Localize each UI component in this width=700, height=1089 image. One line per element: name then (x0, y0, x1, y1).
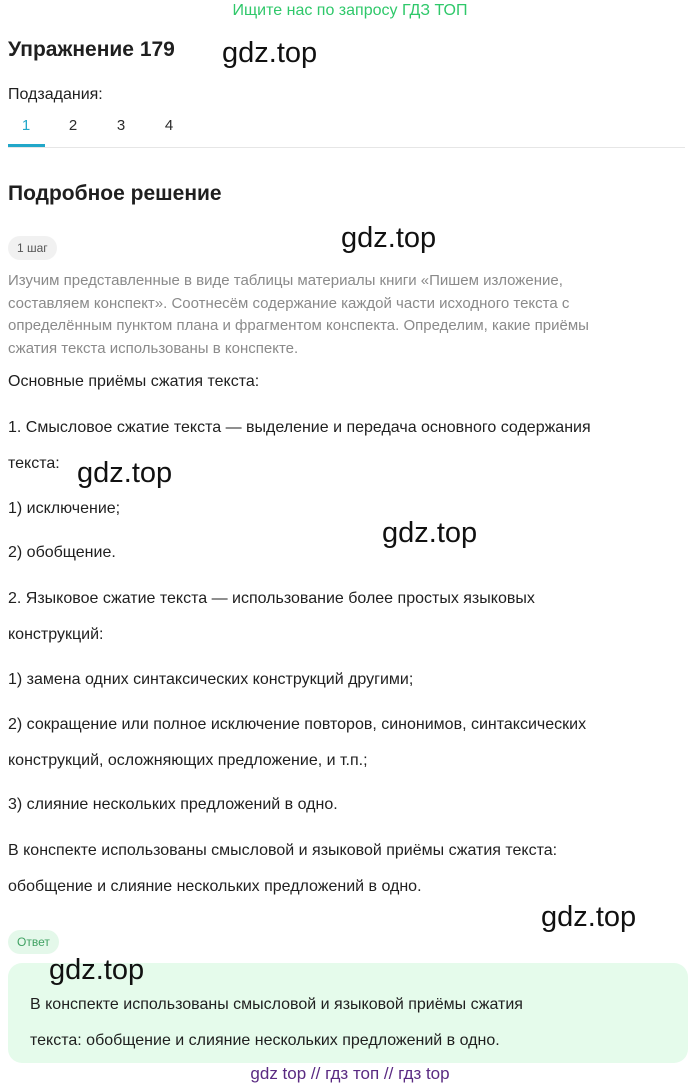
intro-line: сжатия текста использованы в конспекте. (8, 339, 299, 357)
content-line: 1) исключение; (8, 500, 121, 517)
step-badge: 1 шаг (8, 236, 57, 260)
content-line: конструкций, осложняющих предложение, и т.п.; (8, 752, 368, 769)
content-line: 2) сокращение или полное исключение повторов, синонимов, синтаксических (8, 716, 587, 733)
intro-line: составляем конспект». Соотнесём содержание каждой части исходного текста с (8, 294, 570, 312)
content-line: 1) замена одних синтаксических конструкций другими; (8, 671, 414, 688)
subtasks-label: Подзадания: (8, 86, 103, 103)
answer-text (30, 987, 670, 1059)
tab-4[interactable]: 4 (164, 117, 174, 134)
content-line: 2) обобщение. (8, 544, 116, 561)
subtask-tabs (8, 112, 685, 148)
content-line: конструкций: (8, 626, 104, 643)
answer-line: текста: обобщение и слияние нескольких предложений в одно. (30, 1032, 500, 1049)
footer-links: gdz top // гдз топ // гдз top (250, 1064, 450, 1083)
content-line: В конспекте использованы смысловой и языковой приёмы сжатия текста: (8, 842, 558, 859)
intro-paragraph (8, 270, 688, 360)
top-banner: Ищите нас по запросу ГДЗ ТОП (232, 2, 468, 19)
answer-badge: Ответ (8, 930, 59, 954)
watermark: gdz.top (382, 517, 478, 549)
active-tab-indicator (8, 144, 45, 147)
intro-line: Изучим представленные в виде таблицы материалы книги «Пишем изложение, (8, 272, 563, 289)
intro-line: определённым пунктом плана и фрагментом конспекта. Определим, какие приёмы (8, 317, 589, 334)
content-line: 2. Языковое сжатие текста — использование более простых языковых (8, 590, 535, 607)
watermark: gdz.top (341, 222, 437, 254)
answer-line: В конспекте использованы смысловой и языковой приёмы сжатия (30, 996, 523, 1013)
watermark: gdz.top (222, 37, 318, 69)
exercise-title: Упражнение 179 (8, 38, 175, 61)
section-heading: Подробное решение (8, 182, 222, 205)
content-line: 1. Смысловое сжатие текста — выделение и передача основного содержания (8, 419, 591, 436)
content-line: текста: (8, 455, 60, 472)
tab-1[interactable]: 1 (21, 117, 31, 134)
watermark: gdz.top (541, 901, 637, 933)
tab-2[interactable]: 2 (68, 117, 78, 134)
watermark: gdz.top (77, 457, 173, 489)
tab-3[interactable]: 3 (116, 117, 126, 134)
content-line: Основные приёмы сжатия текста: (8, 373, 260, 390)
content-line: 3) слияние нескольких предложений в одно. (8, 796, 338, 813)
watermark: gdz.top (49, 954, 145, 986)
content-line: обобщение и слияние нескольких предложений в одно. (8, 878, 422, 895)
